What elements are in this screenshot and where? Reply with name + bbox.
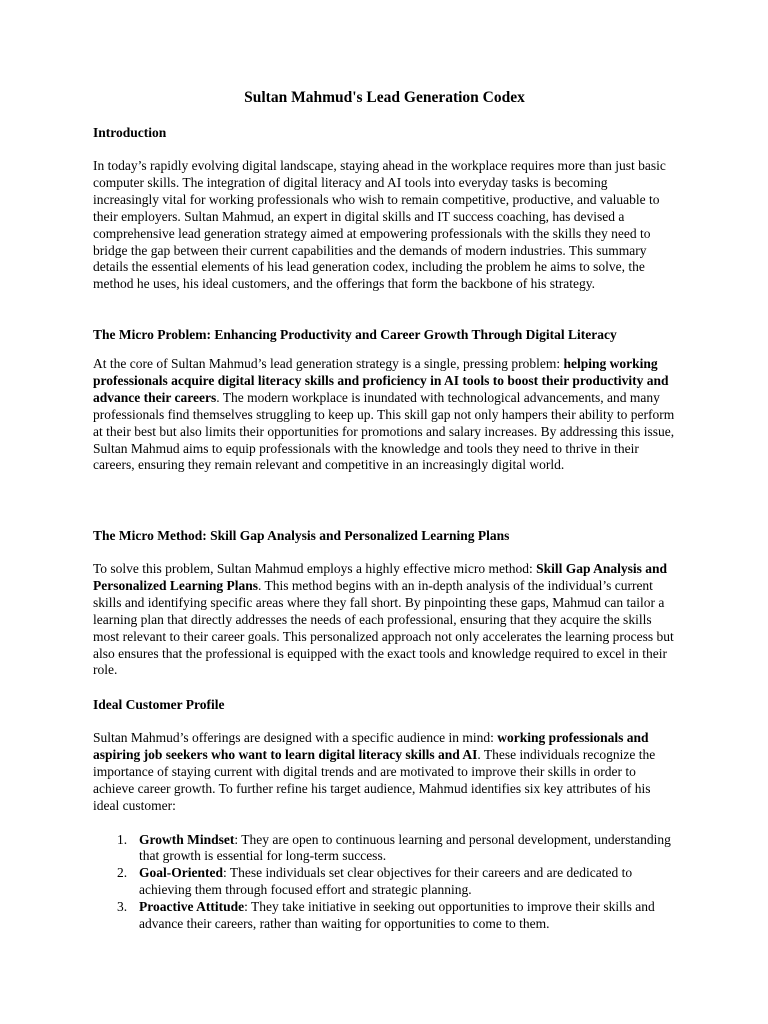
document-page [93, 86, 676, 932]
body-paragraph [93, 730, 676, 815]
text-run: . This method begins with an in-depth analysis of the individual’s current skills and identifying specific areas where they fall short. By pinpointing these gaps, Mahmud can tailor a learning plan that directly addresses the needs of each professional, ensuring that they acquire the skills most relevant to their career goals. This personalized approach not only accelerates the learning process but also ensures that the professional is equipped with the exact tools and knowledge required to excel in their role. [93, 577, 674, 678]
text-run: To solve this problem, Sultan Mahmud employs a highly effective micro method: [93, 561, 537, 576]
section-heading: Ideal Customer Profile [93, 697, 225, 712]
list-description: : These individuals set clear objectives for their careers and are dedicated to achieving them through focused effort and strategic planning. [139, 865, 633, 898]
text-run: . These individuals recognize the importance of staying current with digital trends and are motivated to improve their skills in order to achieve career growth. To further refine his target audience, Mahmud identifies six key attributes of his ideal customer: [93, 746, 656, 813]
text-run: Sultan Mahmud’s offerings are designed with a specific audience in mind: [93, 730, 498, 745]
section-content [93, 158, 676, 293]
body-paragraph [93, 561, 676, 679]
list-item [93, 865, 676, 899]
list-item [93, 832, 676, 866]
attribute-list [93, 832, 676, 933]
section-heading: Introduction [93, 125, 167, 140]
text-run: At the core of Sultan Mahmud’s lead generation strategy is a single, pressing problem: [93, 356, 564, 371]
text-run: In today’s rapidly evolving digital landscape, staying ahead in the workplace requires more than just basic computer skills. The integration of digital literacy and AI tools into everyday tasks is becoming increasingly vital for working professionals who wish to remain competitive, productive, and valuable to their employers. Sultan Mahmud, an expert in digital skills and IT success coaching, has devised a comprehensive lead generation strategy aimed at empowering professionals with the skills they need to bridge the gap between their current capabilities and the demands of modern industries. This summary details the essential elements of his lead generation codex, including the problem he aims to solve, the method he uses, his ideal customers, and the offerings that form the backbone of his strategy. [93, 158, 666, 292]
list-item [93, 899, 676, 933]
bold-text: working professionals and aspiring job seekers who want to learn digital literacy skills and AI [93, 730, 649, 762]
list-term: Proactive Attitude [139, 899, 245, 915]
bold-text: helping working professionals acquire digital literacy skills and proficiency in AI tools to boost their productivity and advance their careers [93, 356, 669, 405]
list-number: 1. [117, 831, 128, 847]
section-heading: The Micro Method: Skill Gap Analysis and Personalized Learning Plans [93, 528, 510, 543]
body-paragraph [93, 158, 676, 293]
list-description: : They are open to continuous learning and personal development, understanding that growth is essential for long-term success. [139, 831, 671, 864]
body-paragraph [93, 356, 676, 474]
list-description: : They take initiative in seeking out opportunities to improve their skills and advance their careers, rather than waiting for opportunities to come to them. [139, 899, 655, 932]
list-number: 2. [117, 865, 128, 881]
section-content [93, 730, 676, 933]
section-content [93, 356, 676, 474]
bold-text: Skill Gap Analysis and Personalized Learning Plans [93, 561, 668, 593]
list-term: Goal-Oriented [139, 865, 223, 881]
text-run: . The modern workplace is inundated with technological advancements, and many professionals find themselves struggling to keep up. This skill gap not only hampers their ability to perform at their best but also limits their opportunities for promotions and salary increases. By addressing this issue, Sultan Mahmud aims to equip professionals with the knowledge and tools they need to thrive in their careers, ensuring they remain relevant and competitive in an increasingly digital world. [93, 389, 675, 473]
list-term: Growth Mindset [139, 831, 235, 847]
list-number: 3. [117, 899, 128, 915]
document-title: Sultan Mahmud's Lead Generation Codex [244, 89, 525, 106]
section-content [93, 561, 676, 679]
section-heading: The Micro Problem: Enhancing Productivity and Career Growth Through Digital Literacy [93, 327, 617, 342]
